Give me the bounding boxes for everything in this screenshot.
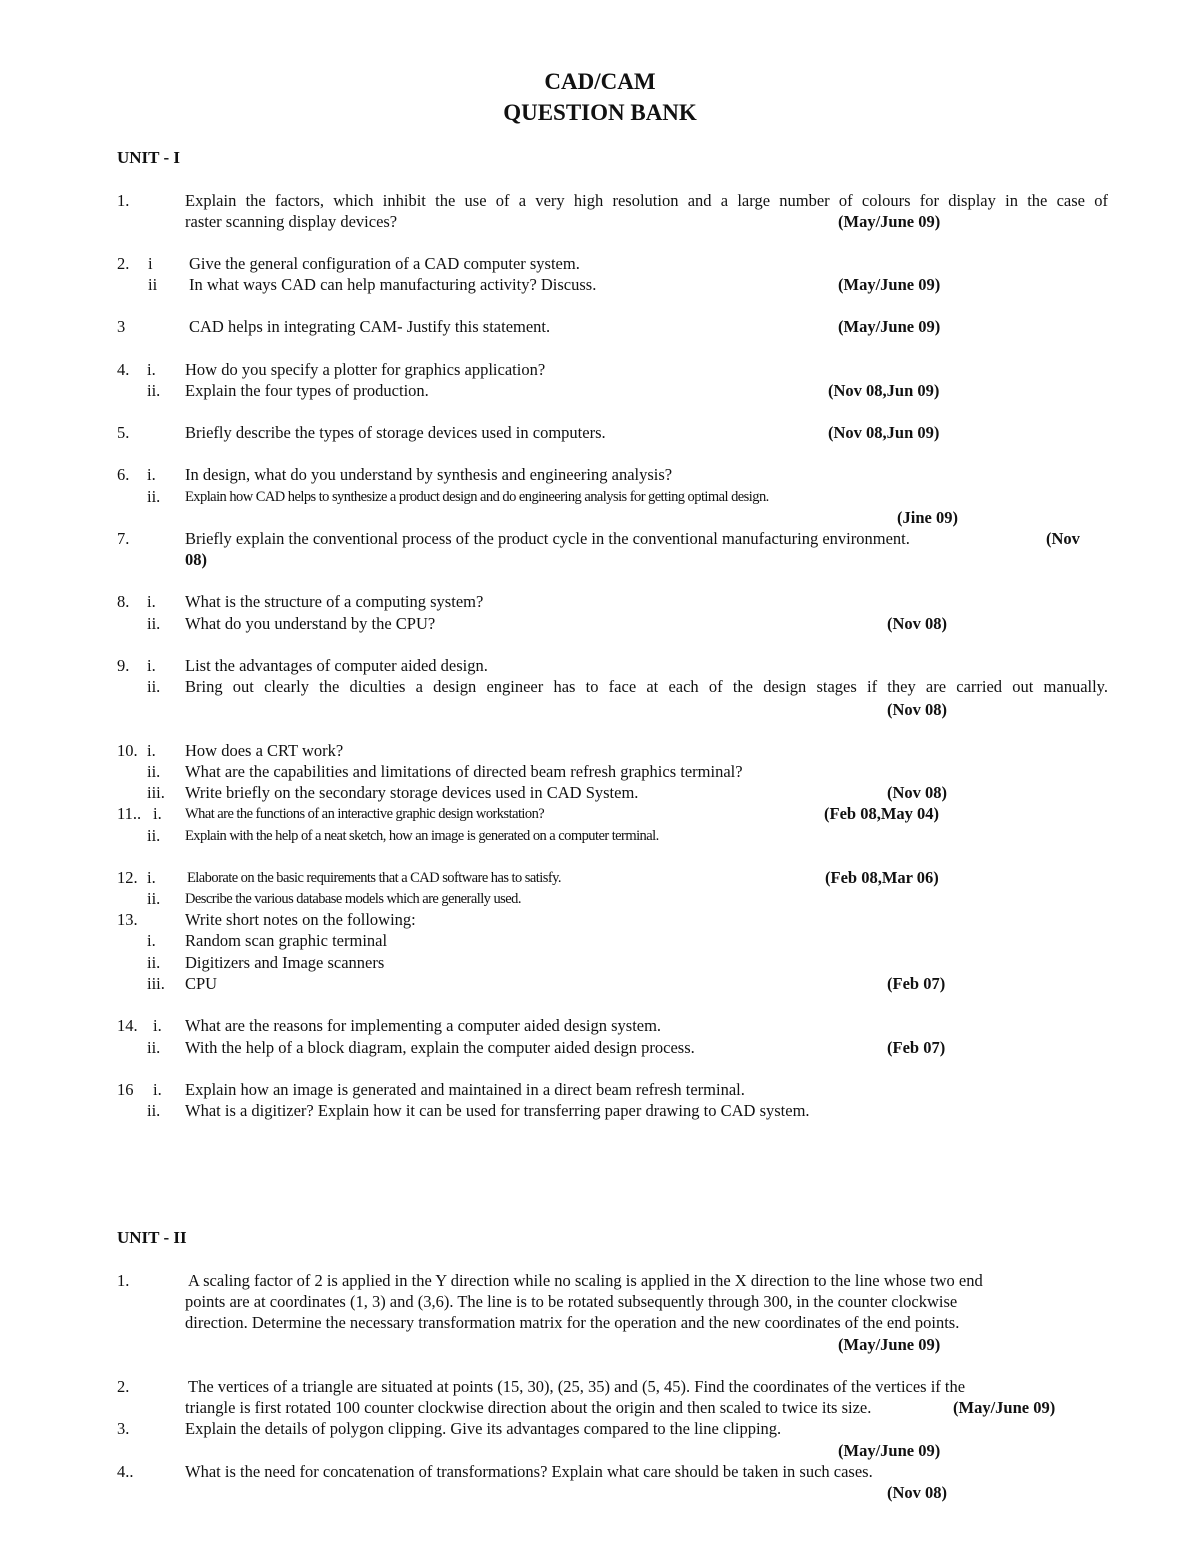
sub-question-marker: ii. — [147, 1038, 161, 1057]
sub-question-marker: i — [148, 254, 153, 273]
question-number: 7. — [117, 529, 130, 548]
question-text: Explain the factors, which inhibit the use of a very high resolution and a large number of colours for display in the case of — [185, 191, 1108, 210]
question-text: direction. Determine the necessary transformation matrix for the operation and the new coordinates of the end points. — [185, 1313, 960, 1332]
question-text: What are the functions of an interactive graphic design workstation? — [185, 806, 545, 822]
question-text: Give the general configuration of a CAD computer system. — [189, 254, 580, 273]
question-text: Bring out clearly the diculties a design engineer has to face at each of the design stages if they are carried out manually. — [185, 677, 1108, 696]
question-text: Random scan graphic terminal — [185, 931, 388, 950]
question-number: 9. — [117, 656, 130, 675]
exam-reference: (Nov 08,Jun 09) — [828, 423, 940, 442]
question-text: Explain how an image is generated and maintained in a direct beam refresh terminal. — [185, 1080, 745, 1099]
question-text: Describe the various database models which are generally used. — [185, 891, 521, 907]
exam-reference: (Nov — [1046, 529, 1080, 548]
question-text: How does a CRT work? — [185, 741, 344, 760]
question-text: Explain the details of polygon clipping. Give its advantages compared to the line clipping. — [185, 1419, 782, 1438]
exam-reference: (Feb 08,May 04) — [824, 804, 940, 823]
question-text: List the advantages of computer aided design. — [185, 656, 488, 675]
sub-question-marker: ii. — [147, 614, 161, 633]
unit-heading: UNIT - I — [117, 148, 180, 167]
question-text: CPU — [185, 974, 218, 993]
sub-question-marker: ii. — [147, 889, 161, 908]
sub-question-marker: ii — [148, 275, 158, 294]
question-text: A scaling factor of 2 is applied in the Y direction while no scaling is applied in the X direction to the line whose two end — [188, 1271, 983, 1290]
question-text: Elaborate on the basic requirements that a CAD software has to satisfy. — [187, 870, 561, 886]
sub-question-marker: i. — [147, 465, 156, 484]
sub-question-marker: iii. — [147, 974, 165, 993]
question-text: What do you understand by the CPU? — [185, 614, 436, 633]
exam-reference: (Nov 08) — [887, 700, 948, 719]
sub-question-marker: ii. — [147, 953, 161, 972]
sub-question-marker: i. — [147, 931, 156, 950]
question-number: 4.. — [117, 1462, 134, 1481]
question-number: 3. — [117, 1419, 130, 1438]
question-text: Briefly describe the types of storage devices used in computers. — [185, 423, 606, 442]
question-text: points are at coordinates (1, 3) and (3,6). The line is to be rotated subsequently through 300, in the counter clockwise — [185, 1292, 958, 1311]
question-number: 11.. — [117, 804, 142, 823]
exam-reference: (Nov 08) — [887, 783, 948, 802]
question-text: Briefly explain the conventional process of the product cycle in the conventional manufacturing environment. — [185, 529, 910, 548]
question-text: raster scanning display devices? — [185, 212, 398, 231]
exam-reference: (Nov 08) — [887, 614, 948, 633]
sub-question-marker: i. — [147, 592, 156, 611]
question-text: The vertices of a triangle are situated at points (15, 30), (25, 35) and (5, 45). Find the coordinates of the vertices if the — [188, 1377, 966, 1396]
question-text: What is the need for concatenation of transformations? Explain what care should be taken in such cases. — [185, 1462, 873, 1481]
exam-reference: (May/June 09) — [953, 1398, 1056, 1417]
question-text: In design, what do you understand by synthesis and engineering analysis? — [185, 465, 673, 484]
sub-question-marker: i. — [147, 868, 156, 887]
question-text: Explain the four types of production. — [185, 381, 429, 400]
exam-reference: (Nov 08) — [887, 1483, 948, 1502]
question-text: With the help of a block diagram, explain the computer aided design process. — [185, 1038, 695, 1057]
exam-reference: (Jine 09) — [897, 508, 958, 527]
question-text: Explain with the help of a neat sketch, how an image is generated on a computer terminal. — [185, 828, 659, 844]
question-number: 13. — [117, 910, 138, 929]
sub-question-marker: i. — [153, 1080, 162, 1099]
question-text: CAD helps in integrating CAM- Justify this statement. — [189, 317, 551, 336]
question-number: 2. — [117, 254, 130, 273]
question-text: Write short notes on the following: — [185, 910, 416, 929]
question-number: 12. — [117, 868, 138, 887]
exam-reference: (May/June 09) — [838, 275, 941, 294]
question-text: What is the structure of a computing system? — [185, 592, 484, 611]
sub-question-marker: i. — [153, 804, 162, 823]
sub-question-marker: ii. — [147, 1101, 161, 1120]
page-title: CAD/CAM — [544, 69, 656, 94]
sub-question-marker: ii. — [147, 487, 161, 506]
question-number: 6. — [117, 465, 130, 484]
question-number: 4. — [117, 360, 130, 379]
question-number: 8. — [117, 592, 130, 611]
question-number: 10. — [117, 741, 138, 760]
question-number: 1. — [117, 191, 130, 210]
sub-question-marker: ii. — [147, 826, 161, 845]
unit-heading: UNIT - II — [117, 1228, 187, 1247]
exam-reference: (May/June 09) — [838, 1441, 941, 1460]
sub-question-marker: i. — [147, 656, 156, 675]
exam-reference: (Feb 07) — [887, 974, 946, 993]
exam-reference: (May/June 09) — [838, 317, 941, 336]
sub-question-marker: i. — [147, 741, 156, 760]
question-text: Digitizers and Image scanners — [185, 953, 385, 972]
question-number: 2. — [117, 1377, 130, 1396]
page-subtitle: QUESTION BANK — [503, 100, 697, 125]
exam-reference: (May/June 09) — [838, 1335, 941, 1354]
question-text: In what ways CAD can help manufacturing activity? Discuss. — [189, 275, 597, 294]
question-text: What is a digitizer? Explain how it can be used for transferring paper drawing to CAD system. — [185, 1101, 810, 1120]
sub-question-marker: ii. — [147, 677, 161, 696]
question-text: triangle is first rotated 100 counter clockwise direction about the origin and then scaled to twice its size. — [185, 1398, 872, 1417]
question-text: What are the capabilities and limitations of directed beam refresh graphics terminal? — [185, 762, 743, 781]
sub-question-marker: i. — [147, 360, 156, 379]
sub-question-marker: i. — [153, 1016, 162, 1035]
sub-question-marker: iii. — [147, 783, 165, 802]
question-number: 3 — [117, 317, 126, 336]
question-text: What are the reasons for implementing a computer aided design system. — [185, 1016, 662, 1035]
question-number: 5. — [117, 423, 130, 442]
question-number: 16 — [117, 1080, 134, 1099]
exam-reference: 08) — [185, 550, 207, 569]
exam-reference: (Feb 08,Mar 06) — [825, 868, 939, 887]
question-text: Explain how CAD helps to synthesize a product design and do engineering analysis for getting optimal design. — [185, 489, 769, 505]
question-number: 14. — [117, 1016, 138, 1035]
exam-reference: (May/June 09) — [838, 212, 941, 231]
sub-question-marker: ii. — [147, 381, 161, 400]
exam-reference: (Feb 07) — [887, 1038, 946, 1057]
sub-question-marker: ii. — [147, 762, 161, 781]
exam-reference: (Nov 08,Jun 09) — [828, 381, 940, 400]
question-text: How do you specify a plotter for graphics application? — [185, 360, 546, 379]
question-number: 1. — [117, 1271, 130, 1290]
question-text: Write briefly on the secondary storage devices used in CAD System. — [185, 783, 639, 802]
